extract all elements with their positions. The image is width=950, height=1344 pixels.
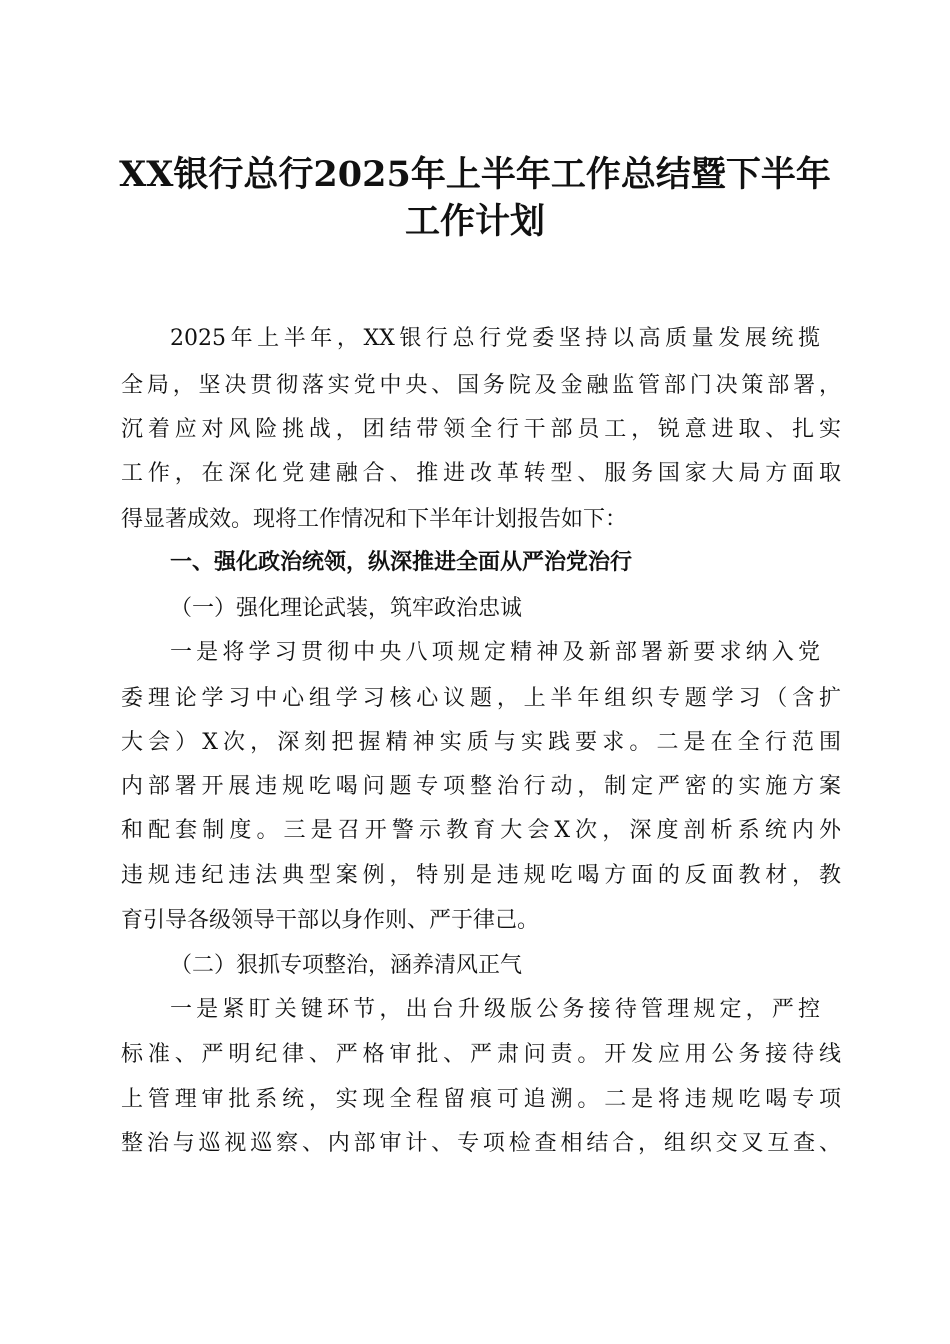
intro-line: 全局，坚决贯彻落实党中央、国务院及金融监管部门决策部署， (121, 373, 841, 398)
subsection-heading: （一）强化理论武装，筑牢政治忠诚 (170, 596, 523, 621)
intro-line: 沉着应对风险挑战，团结带领全行干部员工，锐意进取、扎实 (121, 417, 841, 442)
document-title-line-2: 工作计划 (404, 201, 545, 242)
body-line: 整治与巡视巡察、内部审计、专项检查相结合，组织交叉互查、 (121, 1131, 841, 1156)
body-line: 一是紧盯关键环节，出台升级版公务接待管理规定，严控 (170, 997, 820, 1022)
body-line: 一是将学习贯彻中央八项规定精神及新部署新要求纳入党 (170, 640, 820, 665)
body-line: 大会）X次，深刻把握精神实质与实践要求。二是在全行范围 (121, 730, 841, 755)
intro-line: 工作，在深化党建融合、推进改革转型、服务国家大局方面取 (121, 461, 841, 486)
subsection-heading: （二）狠抓专项整治，涵养清风正气 (170, 953, 523, 978)
body-line: 上管理审批系统，实现全程留痕可追溯。二是将违规吃喝专项 (121, 1087, 841, 1112)
body-line: 违规违纪违法典型案例，特别是违规吃喝方面的反面教材，教 (121, 863, 841, 888)
body-line: 育引导各级领导干部以身作则、严于律己。 (121, 908, 540, 933)
intro-line: 2025年上半年，XX银行总行党委坚持以高质量发展统揽 (170, 326, 820, 351)
body-line: 和配套制度。三是召开警示教育大会X次，深度剖析系统内外 (121, 818, 841, 843)
body-line: 内部署开展违规吃喝问题专项整治行动，制定严密的实施方案 (121, 774, 841, 799)
intro-line: 得显著成效。现将工作情况和下半年计划报告如下： (121, 507, 628, 532)
body-line: 委理论学习中心组学习核心议题，上半年组织专题学习（含扩 (121, 686, 841, 711)
document-title-line-1: XX银行总行2025年上半年工作总结暨下半年 (119, 154, 831, 195)
section-heading: 一、强化政治统领，纵深推进全面从严治党治行 (170, 550, 633, 575)
body-line: 标准、严明纪律、严格审批、严肃问责。开发应用公务接待线 (121, 1042, 841, 1067)
